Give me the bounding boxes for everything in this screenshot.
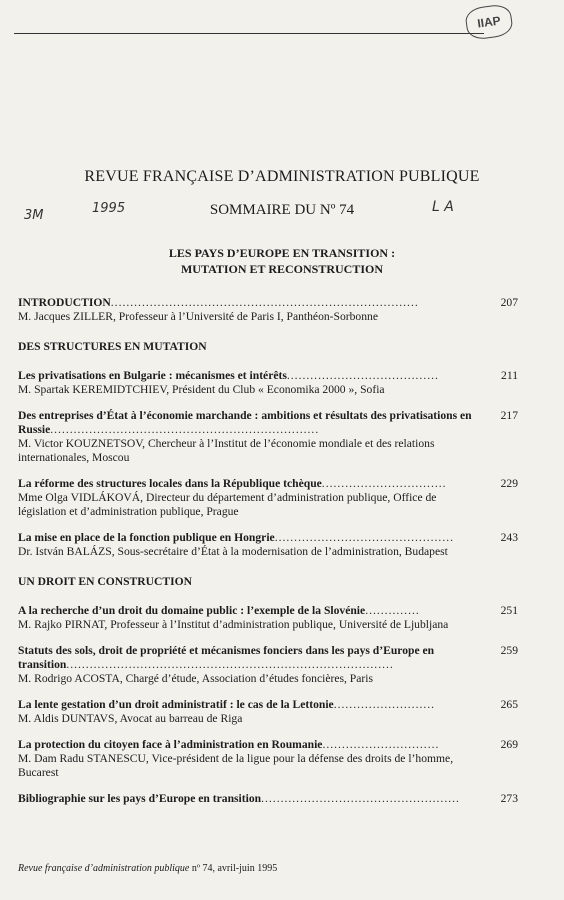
toc-entry: [18, 477, 518, 519]
section-heading: UN DROIT EN CONSTRUCTION: [18, 575, 193, 588]
table-of-contents: [18, 296, 518, 818]
entry-page: 217: [500, 409, 518, 422]
issue-theme: [0, 245, 564, 277]
footer-journal: Revue française d’administration publique: [18, 863, 190, 874]
leader-dots: ..........................: [333, 698, 436, 711]
footer-issue: nº 74, avril-juin 1995: [191, 863, 278, 874]
entry-title-text: A la recherche d’un droit du domaine public : l’exemple de la Slovénie: [18, 604, 366, 617]
toc-entry: [18, 296, 518, 324]
leader-dots: ..............................................: [274, 531, 455, 544]
entry-author: M. Spartak KEREMIDTCHIEV, Président du Club « Economika 2000 », Sofia: [18, 383, 385, 396]
leader-dots: .....................................................................: [50, 423, 320, 436]
entry-author: Mme Olga VIDLÁKOVÁ, Directeur du département d’administration publique, Office de législation et d’administration publique, Prague: [18, 491, 437, 518]
entry-title-text: La protection du citoyen face à l’administration en Roumanie: [18, 738, 323, 751]
entry-page: 259: [500, 644, 518, 657]
entry-page: 269: [500, 738, 518, 751]
entry-page: 273: [500, 792, 518, 805]
leader-dots: ...............................................................................: [110, 296, 419, 309]
toc-entry: [18, 604, 518, 632]
entry-title-text: Bibliographie sur les pays d’Europe en transition: [18, 792, 262, 805]
leader-dots: ..............................: [322, 738, 440, 751]
leader-dots: ....................................................................................: [66, 658, 394, 671]
entry-author: M. Dam Radu STANESCU, Vice-président de la ligue pour la défense des droits de l’homme, Bucarest: [18, 752, 454, 779]
leader-dots: ...................................................: [261, 792, 460, 805]
theme-line-2: MUTATION ET RECONSTRUCTION: [180, 262, 384, 276]
entry-title: [18, 698, 518, 712]
top-rule: [14, 33, 484, 34]
journal-title: REVUE FRANÇAISE D’ADMINISTRATION PUBLIQUE: [84, 168, 480, 185]
handwritten-note-2: 1995: [92, 201, 126, 216]
entry-title: [18, 792, 518, 806]
entry-page: 265: [500, 698, 518, 711]
handwritten-note-1: 3M: [24, 208, 44, 223]
entry-page: 229: [500, 477, 518, 490]
entry-author: M. Aldis DUNTAVS, Avocat au barreau de Riga: [18, 712, 243, 725]
entry-author: M. Rajko PIRNAT, Professeur à l’Institut d’administration publique, Université de Ljubljana: [18, 618, 449, 631]
toc-entry: [18, 698, 518, 726]
entry-title: [18, 477, 518, 491]
page-footer: [18, 863, 277, 874]
section-entries: [18, 604, 518, 780]
entry-page: 211: [501, 369, 518, 382]
entry-author: M. Jacques ZILLER, Professeur à l’Université de Paris I, Panthéon-Sorbonne: [18, 310, 378, 323]
section-entries: [18, 369, 518, 559]
summary-title: SOMMAIRE DU Nº 74: [209, 202, 355, 218]
toc-entry: [18, 409, 518, 465]
toc-entry: [18, 738, 518, 780]
toc-entry: [18, 531, 518, 559]
entry-title: [18, 409, 518, 437]
entry-page: 207: [500, 296, 518, 309]
entry-title: [18, 296, 518, 310]
entry-page: 251: [500, 604, 518, 617]
entry-title: [18, 604, 518, 618]
entry-title-text: La mise en place de la fonction publique en Hongrie: [18, 531, 275, 544]
entry-author: M. Victor KOUZNETSOV, Chercheur à l’Institut de l’économie mondiale et des relations internationales, Moscou: [18, 437, 435, 464]
toc-entry: [18, 644, 518, 686]
iiap-logo: [464, 3, 514, 41]
entry-title-text: La lente gestation d’un droit administratif : le cas de la Lettonie: [18, 698, 334, 711]
handwritten-note-3: L A: [432, 199, 454, 215]
entry-title-text: La réforme des structures locales dans la République tchèque: [18, 477, 322, 490]
entry-title-text: INTRODUCTION: [18, 296, 111, 309]
entry-author: M. Rodrigo ACOSTA, Chargé d’étude, Association d’études foncières, Paris: [18, 672, 373, 685]
section-heading: DES STRUCTURES EN MUTATION: [18, 340, 207, 353]
entry-title: [18, 738, 518, 752]
entry-title-text: Les privatisations en Bulgarie : mécanismes et intérêts: [18, 369, 287, 382]
entry-title: [18, 369, 518, 383]
entry-title-text: Statuts des sols, droit de propriété et mécanismes fonciers dans les pays d’Europe en transition: [18, 644, 435, 671]
leader-dots: ..............: [365, 604, 420, 617]
entry-title: [18, 531, 518, 545]
leader-dots: ................................: [321, 477, 447, 490]
entry-title-text: Des entreprises d’État à l’économie marchande : ambitions et résultats des privatisations en Russie: [18, 409, 472, 436]
toc-entry: [18, 792, 518, 806]
logo-text: IIAP: [476, 13, 502, 31]
entry-page: 243: [500, 531, 518, 544]
leader-dots: .......................................: [286, 369, 439, 382]
theme-line-1: LES PAYS D’EUROPE EN TRANSITION :: [168, 246, 396, 260]
toc-entry: [18, 369, 518, 397]
entry-title: [18, 644, 518, 672]
entry-author: Dr. István BALÁZS, Sous-secrétaire d’État à la modernisation de l’administration, Budapest: [18, 545, 448, 558]
